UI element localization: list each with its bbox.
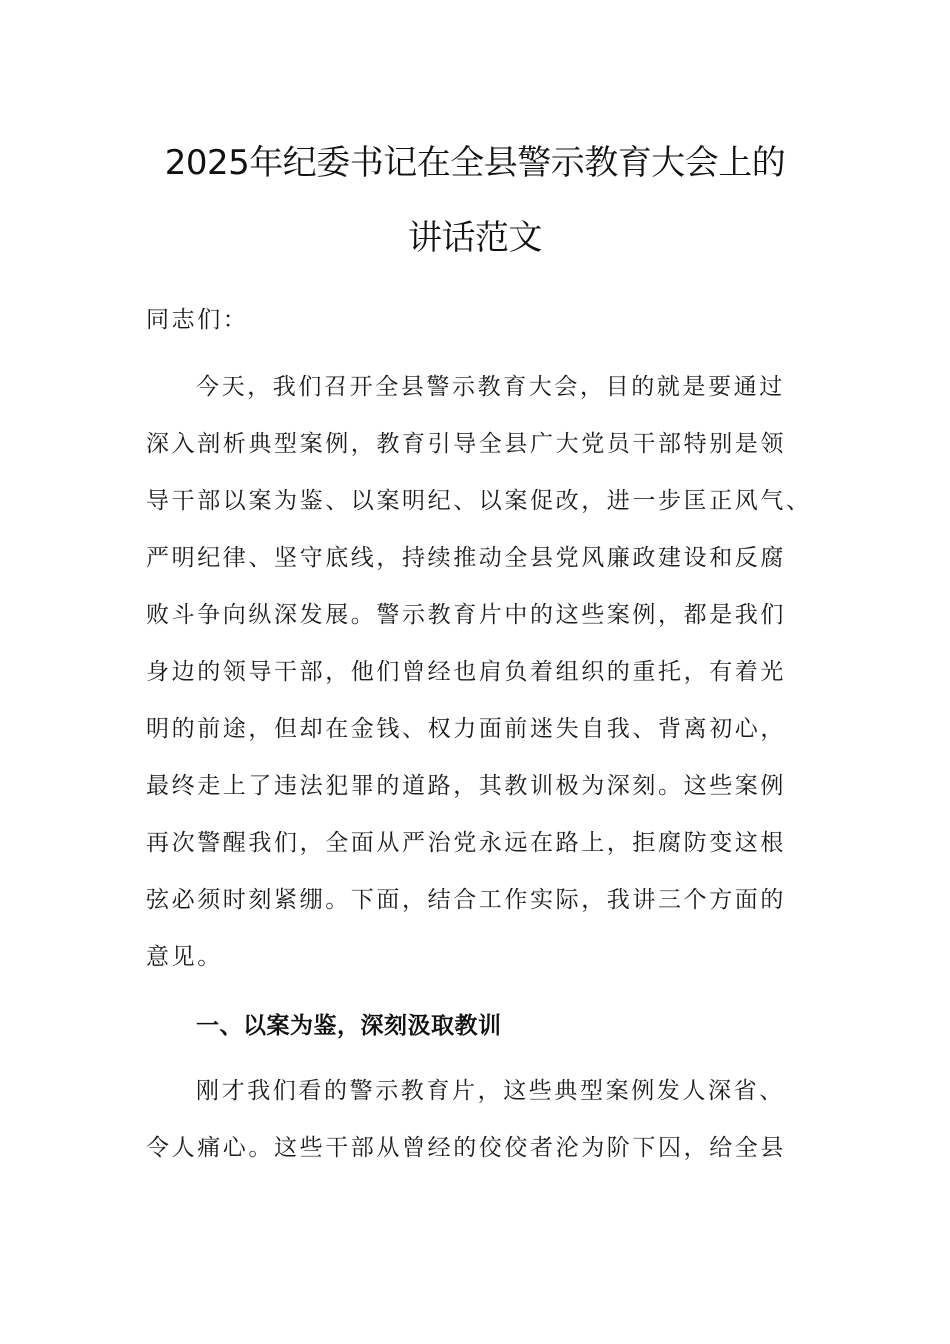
paragraph-line: 刚才我们看的警示教育片，这些典型案例发人深省、 (196, 1078, 785, 1104)
document-title-line-1: 2025年纪委书记在全县警示教育大会上的 (164, 143, 786, 183)
paragraph-line: 身边的领导干部，他们曾经也肩负着组织的重托，有着光 (146, 659, 786, 685)
paragraph-line: 意见。 (146, 944, 223, 970)
paragraph-line: 最终走上了违法犯罪的道路，其教训极为深刻。这些案例 (146, 773, 786, 799)
paragraph-line: 今天，我们召开全县警示教育大会，目的就是要通过 (196, 374, 785, 400)
document-title-line-2: 讲话范文 (408, 218, 542, 258)
paragraph-line: 明的前途，但却在金钱、权力面前迷失自我、背离初心， (146, 716, 786, 742)
salutation: 同志们： (146, 307, 249, 333)
paragraph-line: 深入剖析典型案例，教育引导全县广大党员干部特别是领 (146, 431, 786, 457)
section-heading-1: 一、以案为鉴，深刻汲取教训 (196, 1013, 502, 1039)
paragraph-line: 令人痛心。这些干部从曾经的佼佼者沦为阶下囚，给全县 (146, 1135, 786, 1161)
paragraph-line: 弦必须时刻紧绷。下面，结合工作实际，我讲三个方面的 (146, 887, 786, 913)
paragraph-line: 严明纪律、坚守底线，持续推动全县党风廉政建设和反腐 (146, 545, 786, 571)
paragraph-line: 败斗争向纵深发展。警示教育片中的这些案例，都是我们 (146, 602, 786, 628)
paragraph-line: 导干部以案为鉴、以案明纪、以案促改，进一步匡正风气、 (146, 488, 812, 514)
paragraph-line: 再次警醒我们，全面从严治党永远在路上，拒腐防变这根 (146, 830, 786, 856)
